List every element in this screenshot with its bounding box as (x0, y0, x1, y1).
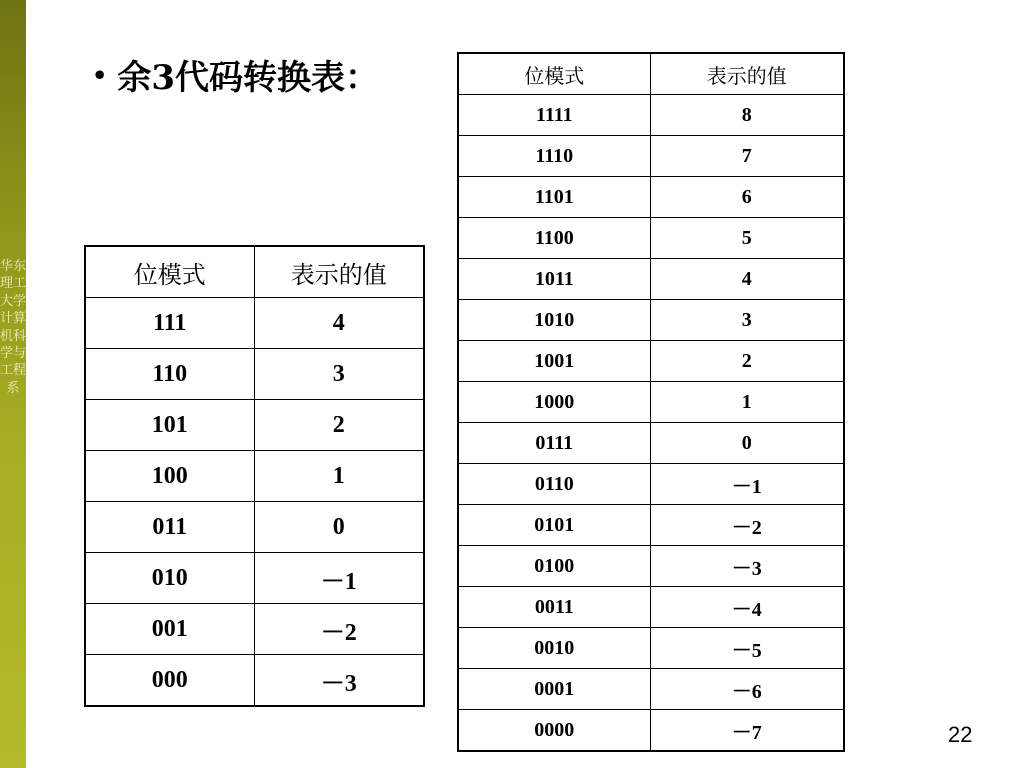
large-conversion-table (457, 52, 845, 752)
value-cell: －3 (254, 655, 424, 707)
value-cell: 2 (650, 341, 844, 382)
column-header-value: 表示的值 (254, 246, 424, 298)
table-header-row (458, 53, 844, 95)
value-cell: 3 (254, 349, 424, 400)
slide-title (92, 50, 379, 99)
table-row (458, 341, 844, 382)
page-number: 22 (948, 722, 973, 747)
value-cell: －7 (650, 710, 844, 752)
bit-pattern-cell: 0000 (458, 710, 650, 752)
table-row (458, 300, 844, 341)
bit-pattern-cell: 001 (85, 604, 254, 655)
table-row (85, 400, 424, 451)
bit-pattern-cell: 0011 (458, 587, 650, 628)
value-cell: －5 (650, 628, 844, 669)
column-header-bit-pattern: 位模式 (85, 246, 254, 298)
bit-pattern-cell: 1010 (458, 300, 650, 341)
sidebar-department-text: 华东理工大学计算机科学与工程系 (0, 259, 27, 396)
value-cell: 1 (254, 451, 424, 502)
bit-pattern-cell: 1110 (458, 136, 650, 177)
value-cell: －2 (254, 604, 424, 655)
value-cell: 8 (650, 95, 844, 136)
column-header-bit-pattern: 位模式 (458, 53, 650, 95)
table-row (85, 349, 424, 400)
bit-pattern-cell: 0010 (458, 628, 650, 669)
bit-pattern-cell: 0110 (458, 464, 650, 505)
bit-pattern-cell: 1011 (458, 259, 650, 300)
bit-pattern-cell: 111 (85, 298, 254, 349)
slide-title-text: 余3代码转换表： (117, 58, 380, 98)
value-cell: 0 (650, 423, 844, 464)
bit-pattern-cell: 0101 (458, 505, 650, 546)
column-header-value: 表示的值 (650, 53, 844, 95)
value-cell: －2 (650, 505, 844, 546)
table-row (85, 553, 424, 604)
table-row (458, 546, 844, 587)
bit-pattern-cell: 1001 (458, 341, 650, 382)
bit-pattern-cell: 1000 (458, 382, 650, 423)
table-row (85, 604, 424, 655)
table-row (458, 505, 844, 546)
table-row (458, 669, 844, 710)
value-cell: －6 (650, 669, 844, 710)
small-conversion-table (84, 245, 425, 707)
bit-pattern-cell: 1111 (458, 95, 650, 136)
table-row (458, 628, 844, 669)
value-cell: －1 (650, 464, 844, 505)
bit-pattern-cell: 0111 (458, 423, 650, 464)
bit-pattern-cell: 1100 (458, 218, 650, 259)
value-cell: －3 (650, 546, 844, 587)
table-header-row (85, 246, 424, 298)
value-cell: 1 (650, 382, 844, 423)
table-row (85, 655, 424, 707)
table-row (458, 587, 844, 628)
value-cell: 4 (254, 298, 424, 349)
value-cell: 3 (650, 300, 844, 341)
bit-pattern-cell: 010 (85, 553, 254, 604)
value-cell: －1 (254, 553, 424, 604)
table-row (458, 423, 844, 464)
value-cell: 2 (254, 400, 424, 451)
bit-pattern-cell: 1101 (458, 177, 650, 218)
table-row (458, 382, 844, 423)
table-row (458, 177, 844, 218)
value-cell: 7 (650, 136, 844, 177)
table-row (458, 95, 844, 136)
bullet-icon: • (92, 61, 108, 90)
value-cell: 5 (650, 218, 844, 259)
bit-pattern-cell: 0100 (458, 546, 650, 587)
value-cell: 0 (254, 502, 424, 553)
bit-pattern-cell: 100 (85, 451, 254, 502)
table-row (85, 298, 424, 349)
bit-pattern-cell: 000 (85, 655, 254, 707)
value-cell: 6 (650, 177, 844, 218)
table-row (458, 136, 844, 177)
table-row (85, 502, 424, 553)
bit-pattern-cell: 011 (85, 502, 254, 553)
bit-pattern-cell: 101 (85, 400, 254, 451)
value-cell: 4 (650, 259, 844, 300)
sidebar-bar (0, 0, 26, 768)
table-row (458, 710, 844, 752)
bit-pattern-cell: 0001 (458, 669, 650, 710)
table-row (458, 259, 844, 300)
table-row (85, 451, 424, 502)
table-row (458, 464, 844, 505)
value-cell: －4 (650, 587, 844, 628)
table-row (458, 218, 844, 259)
bit-pattern-cell: 110 (85, 349, 254, 400)
